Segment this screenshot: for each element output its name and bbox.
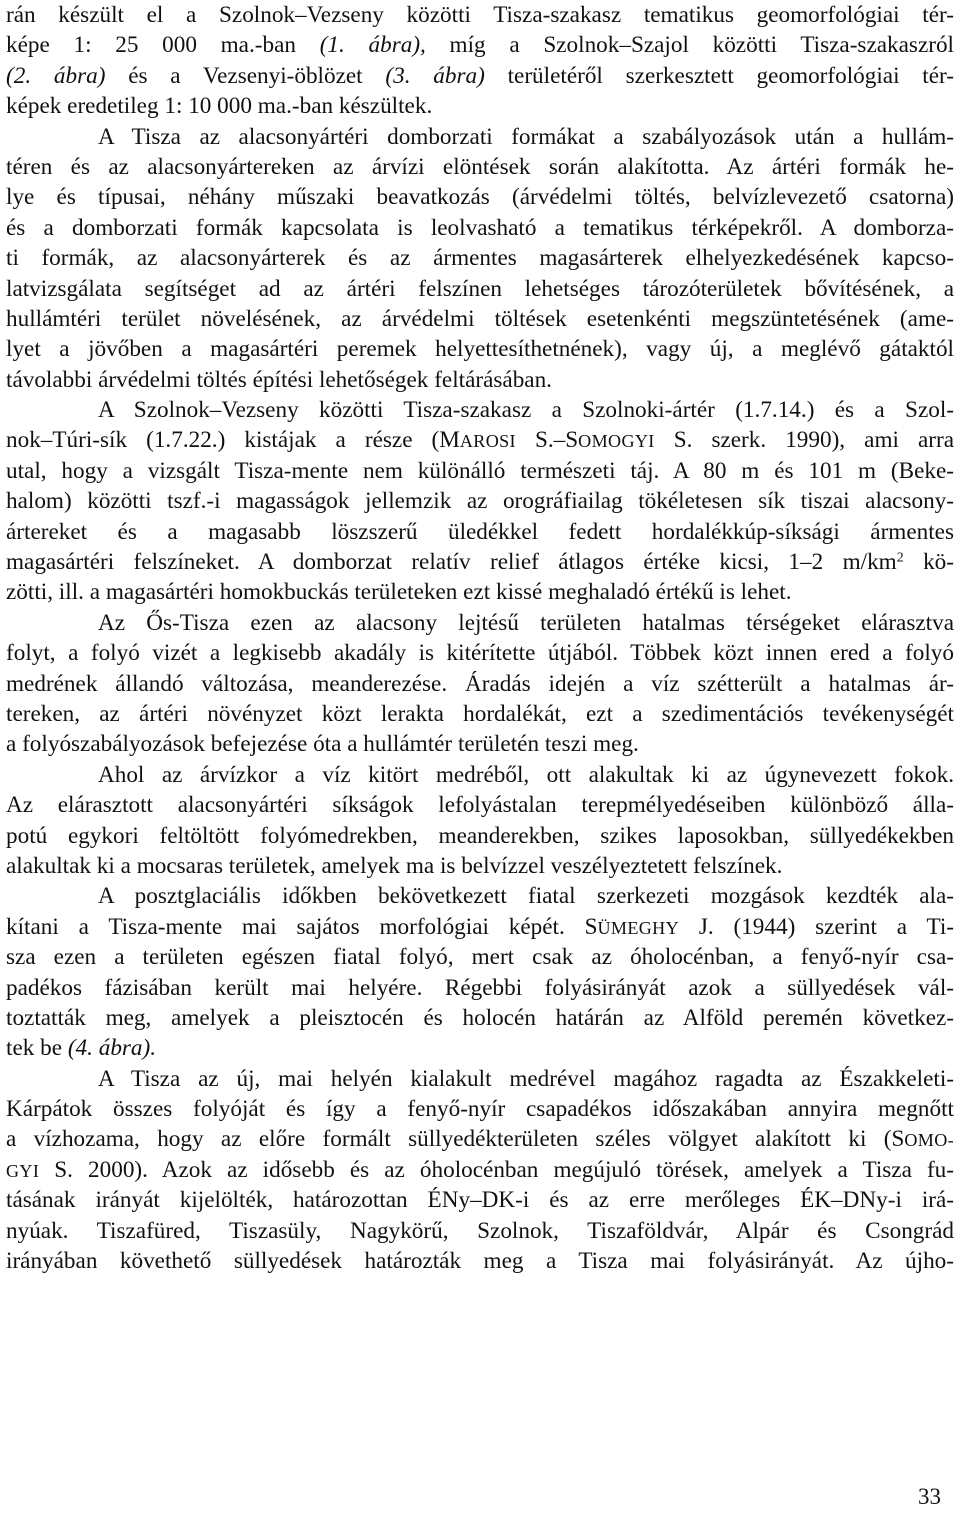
text-line: a folyószabályozások befejezése óta a hullámtér területén teszi meg.	[6, 731, 639, 758]
text-line: lyet a jövőben a magasártéri peremek helyettesíthetnének), vagy új, a meglévő gátaktól	[6, 336, 954, 363]
page-number: 33	[918, 1484, 941, 1509]
author-name-smallcaps: OMOGYI	[578, 431, 655, 452]
text-line: képek eredetileg 1: 10 000 ma.-ban készültek.	[6, 93, 433, 120]
text-line: a vízhozama, hogy az előre formált süllyedékterületen széles völgyet alakított ki (SOMO-	[6, 1126, 954, 1153]
text-line: medrének állandó változása, meanderezése. Áradás idején a víz szétterült a hatalmas ár-	[6, 670, 954, 697]
text-line: hullámtéri terület növelésének, az árvédelmi töltések esetenkénti megszüntetésének (ame-	[6, 305, 954, 332]
text-line: Kárpátok összes folyóját és így a fenyő-nyír csapadékos időszakában annyira megnőtt	[6, 1096, 954, 1123]
text-line: zötti, ill. a magasártéri homokbuckás területeken ezt kissé meghaladó értékű is lehet.	[6, 579, 792, 606]
author-name-smallcaps: GYI	[6, 1160, 40, 1181]
text-line: Az elárasztott alacsonyártéri síkságok lefolyástalan terepmélyedéseiben különböző álla-	[6, 792, 954, 819]
document-body	[6, 0, 954, 1276]
text-line: nok–Túri-sík (1.7.22.) kistájak a része (MAROSI S.–SOMOGYI S. szerk. 1990), ami arra	[6, 427, 954, 454]
text-line: latvizsgálata segítséget ad az ártéri felszínen lehetséges tározóterületek bővítésének, a	[6, 275, 954, 302]
text-line: lye és típusai, néhány műszaki beavatkozás (árvédelmi töltés, belvízlevezető csatorna)	[6, 184, 954, 211]
figure-reference: (4. ábra).	[67, 1035, 157, 1062]
author-name-smallcaps: ÜMEGHY	[597, 917, 680, 938]
text-line: kítani a Tisza-mente mai sajátos morfológiai képét. SÜMEGHY J. (1944) szerint a Ti-	[6, 913, 954, 940]
text-line: alakultak ki a mocsaras területek, amelyek ma is belvízzel veszélyeztetett felszínek.	[6, 852, 783, 879]
paragraph-start-line: A Tisza az alacsonyártéri domborzati formákat a szabályozások után a hullám-	[98, 123, 954, 150]
text-line: tereken, az ártéri növényzet közt lerakta hordalékát, ezt a szedimentációs tevékenységét	[6, 700, 954, 727]
figure-reference: (1. ábra),	[319, 32, 426, 59]
text-line: folyt, a folyó vizét a legkisebb akadály is kitérítette útjából. Többek közt innen ered a folyó	[6, 640, 954, 667]
text-line: távolabbi árvédelmi töltés építési lehetőségek feltárásában.	[6, 366, 552, 393]
text-line: magasártéri felszíneket. A domborzat relatív relief átlagos értéke kicsi, 1–2 $m/km^2$ kö-	[6, 549, 954, 576]
paragraph-start-line: Az Ős-Tisza ezen az alacsony lejtésű területen hatalmas térségeket elárasztva	[98, 609, 954, 636]
paragraph-start-line: A Tisza az új, mai helyén kialakult medrével magához ragadta az Északkeleti-	[98, 1065, 954, 1092]
text-line: GYI S. 2000). Azok az idősebb és az óholocénban megújuló törések, amelyek a Tisza fu-	[6, 1156, 954, 1183]
text-line: potú egykori feltöltött folyómedrekben, meanderekben, szikes laposokban, süllyedékekben	[6, 822, 954, 849]
figure-reference: (2. ábra)	[6, 62, 106, 89]
superscript: 2	[896, 550, 904, 566]
text-line: toztatták meg, amelyek a pleisztocén és holocén határán az Alföld peremén következ-	[6, 1004, 954, 1031]
author-name-smallcaps: OMO-	[904, 1130, 954, 1151]
text-line: tek be (4. ábra).	[6, 1035, 157, 1062]
paragraph-start-line: A Szolnok–Vezseny közötti Tisza-szakasz a Szolnoki-ártér (1.7.14.) és a Szol-	[98, 397, 954, 424]
text-line: (2. ábra) és a Vezsenyi-öblözet (3. ábra) területéről szerkesztett geomorfológiai tér-	[6, 62, 954, 89]
text-line: nyúak. Tiszafüred, Tiszasüly, Nagykörű, Szolnok, Tiszaföldvár, Alpár és Csongrád	[6, 1217, 954, 1244]
text-line: téren és az alacsonyártereken az árvízi elöntések során alakította. Az ártéri formák he-	[6, 153, 954, 180]
text-line: irányában követhető süllyedések határozták meg a Tisza mai folyásirányát. Az újho-	[6, 1248, 954, 1275]
text-line: ártereket és a magasabb löszszerű üledékkel fedett hordalékkúp-síksági ármentes	[6, 518, 954, 545]
text-line: utal, hogy a vizsgált Tisza-mente nem különálló természeti táj. A 80 m és 101 m (Beke-	[6, 457, 954, 484]
text-line: rán készült el a Szolnok–Vezseny közötti Tisza-szakasz tematikus geomorfológiai tér-	[6, 2, 954, 28]
text-line: halom) közötti tszf.-i magasságok jellemzik az orográfiailag tökéletesen sík tiszai alacsony-	[6, 488, 954, 515]
text-line: tásának irányát kijelölték, határozottan ÉNy–DK-i és az erre merőleges ÉK–DNy-i irá-	[6, 1187, 954, 1214]
text-line: sza ezen a területen egészen fiatal folyó, mert csak az óholocénban, a fenyő-nyír csa-	[6, 944, 954, 971]
paragraph-start-line: Ahol az árvízkor a víz kitört medréből, ott alakultak ki az úgynevezett fokok.	[98, 761, 954, 788]
text-line: képe 1: 25 000 ma.-ban (1. ábra), míg a Szolnok–Szajol közötti Tisza-szakaszról	[6, 32, 955, 59]
author-name-smallcaps: AROSI	[459, 431, 516, 452]
text-line: padékos fázisában került mai helyére. Régebbi folyásirányát azok a süllyedések vál-	[6, 974, 954, 1001]
figure-reference: (3. ábra)	[385, 62, 485, 89]
paragraph-start-line: A posztglaciális időkben bekövetkezett fiatal szerkezeti mozgások kezdték ala-	[98, 883, 954, 910]
text-line: és a domborzati formák kapcsolata is leolvasható a tematikus térképekről. A domborza-	[6, 214, 954, 241]
text-line: ti formák, az alacsonyárterek és az ármentes magasárterek elhelyezkedésének kapcso-	[6, 245, 954, 272]
